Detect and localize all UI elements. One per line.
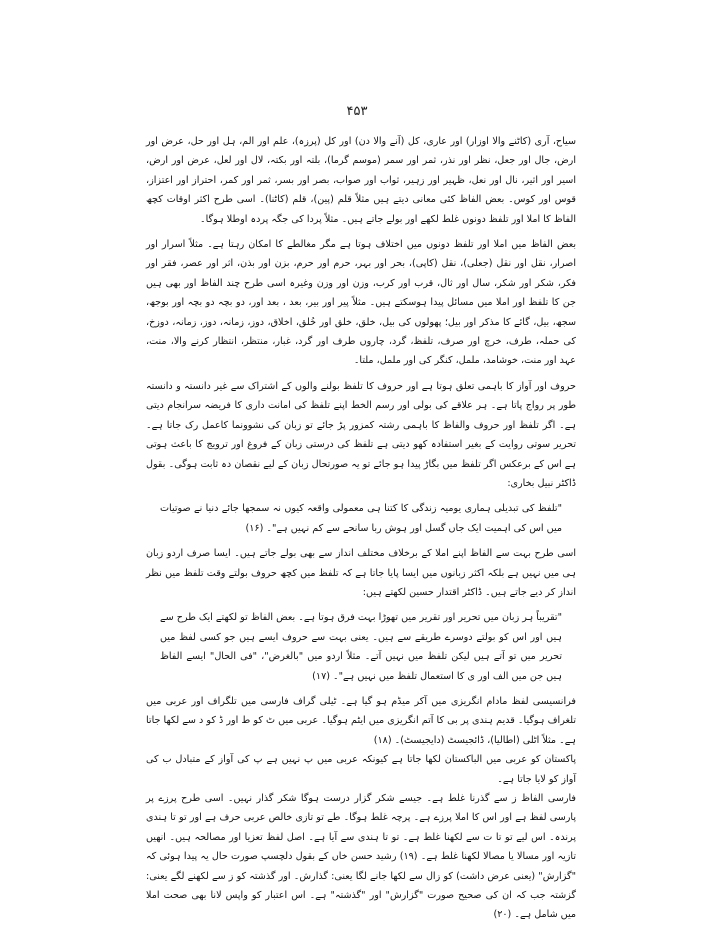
body-text xyxy=(146,132,576,925)
page-number: ۴۵۳ xyxy=(346,104,368,119)
block-quote-2: "تقریباً ہر زبان میں تحریر اور تقریر میں تھوڑا بہت فرق ہوتا ہے۔ بعض الفاظ تو لکھتے ایک طرح سے ہیں اور اس کو بولتے دوسرے طریقے سے ہیں۔ یعنی بہت سے حروف ایسے ہیں جو کسی لفظ میں تحریر میں تو آتے ہیں لیکن تلفظ میں نہیں آتے۔ مثلاً اردو میں "بالغرض"، "فی الحال" ایسے الفاظ ہیں جن میں الف اور ی کا استعمال تلفظ میں نہیں ہے"۔ (۱۷) xyxy=(160,612,562,682)
paragraph-7: فارسی الفاظ ز سے گذرنا غلط ہے۔ جیسے شکر گزار درست ہوگا شکر گذار نہیں۔ اسی طرح پرزے پر پارسی لفظ ہے اور اس کا املا پرزے ہے۔ پرچہ غلط ہوگا۔ طے تو تازی خالص عربی حرف ہے اور تو تا ہندی پرندہ۔ اس لیے تو تا ت سے لکھنا غلط ہے۔ تو تا ہندی سے آیا ہے۔ اصل لفظ تعزیا اور مصالحہ ہیں۔ انھیں تازیہ اور مسالا یا مصالا لکھنا غلط ہے۔ (۱۹) رشید حسن خاں کے بقول دلچسپ صورت حال یہ پیدا ہوئی کہ "گزارش" (یعنی عرض داشت) کو زال سے لکھا جانے لگا یعنی: گذارش۔ اور گذشتہ کو ز سے لکھنے لگے یعنی: گزشتہ جب کہ ان کی صحیح صورت "گزارش" اور "گذشتہ" ہے۔ اس اعتبار کو واپس لانا بھی صحت املا میں شامل ہے۔ (۲۰) xyxy=(146,793,576,921)
paragraph-1: سیاح، آری (کاٹنے والا اوزار) اور عاری، کل (آنے والا دن) اور کل (پرزہ)، علم اور الم، ہل اور حل، عرض اور ارض، جال اور جعل، نظر اور نذر، ثمر اور سمر (موسم گرما)، بلتہ اور بکتہ، لال اور لعل، عرض اور ارض، اسیر اور اثیر، نال اور نعل، ظہیر اور زہیر، ثواب اور صواب، بصر اور بسر، ثمر اور کمر، احتراز اور اعتزاز، قوس اور کوس۔ بعض الفاظ کئی معانی دیتے ہیں مثلاً قلم (پین)، قلم (کاٹنا)۔ اسی طرح اکثر اوقات کچھ الفاظ کا املا اور تلفظ دونوں غلط لکھے اور بولے جاتے ہیں۔ مثلاً پردا کی جگہ پردہ اوطلا ہوگا۔ xyxy=(146,136,576,225)
block-quote-1: "تلفظ کی تبدیلی ہماری یومیہ زندگی کا کتنا ہی معمولی واقعہ کیوں نہ سمجھا جائے دنیا نے صوتیات میں اس کی اہمیت ایک جاں گسل اور ہوش ربا سانحے سے کم نہیں ہے"۔ (۱۶) xyxy=(160,503,562,534)
paragraph-5: فرانسیسی لفظ مادام انگریزی میں آکر میڈم ہو گیا ہے۔ ٹیلی گراف فارسی میں تلگراف اور عربی میں تلغراف ہوگیا۔ قدیم ہندی پر بی کا آتم انگریزی میں ایٹم ہوگیا۔ عربی میں ٹ کو ط اور ڈ کو د سے لکھا جاتا ہے۔ مثلاً اٹلی (اطالیا)، ڈائجیسٹ (دایجیسٹ)۔ (۱۸) xyxy=(146,695,576,746)
paragraph-3: حروف اور آواز کا باہمی تعلق ہوتا ہے اور حروف کا تلفظ بولنے والوں کے اشتراک سے غیر دانستہ و دانستہ طور پر رواج پاتا ہے۔ ہر علاقے کی بولی اور رسم الخط اپنے تلفظ کی امانت داری کا فریضہ سرانجام دیتی ہے۔ اگر تلفظ اور حروف والفاظ کا باہمی رشتہ کمزور پڑ جائے تو زبان کی نشوونما کاعمل رک جاتا ہے۔ تحریر سوتی روایت کے بغیر استفادہ کھو دیتی ہے تلفظ کی درستی زبان کے فروغ اور ترویج کا باعث ہوتی ہے اس کے برعکس اگر تلفظ میں بگاڑ پیدا ہو جائے تو یہ صورتحال زبان کے لیے نقصان دہ ثابت ہوگی۔ بقول ڈاکٹر نبیل بخاری: xyxy=(146,380,576,489)
paragraph-6: پاکستان کو عربی میں الباکستان لکھا جاتا ہے کیونکہ عربی میں پ نہیں ہے پ کی آواز کے متبادل ب کی آواز کو لایا جاتا ہے۔ xyxy=(146,754,576,785)
paragraph-4: اسی طرح بہت سے الفاظ اپنے املا کے برخلاف مختلف انداز سے بھی بولے جاتے ہیں۔ ایسا صرف اردو زبان ہی میں نہیں ہے بلکہ اکثر زبانوں میں ایسا پایا جاتا ہے کہ تلفظ میں کچھ حروف بولتے وقت تلفظ میں نظر انداز کر دیے جاتے ہیں۔ ڈاکٹر اقتدار حسین لکھتے ہیں: xyxy=(146,548,576,598)
paragraph-2: بعض الفاظ میں املا اور تلفظ دونوں میں اختلاف ہوتا ہے مگر مغالطے کا امکان رہتا ہے۔ مثلاً اسرار اور اصرار، نقل اور نقل (جعلی)، نقل (کاپی)، بحر اور بہر، حرم اور حرم، بزن اور بذن، اثر اور عصر، فقر اور فکر، شکر اور شکر، سال اور ثال، قرب اور کرب، وزن اور وزن وغیرہ اسی طرح چند الفاظ اور بھی ہیں جن کا تلفظ اور املا میں مسائل پیدا ہوسکتے ہیں۔ مثلاً پیر اور بیر، بعد ، بعد اور، دو بچہ دو بچہ اور بوجھ، سجھ، بیل، گائے کا مذکر اور بیل؛ پھولوں کی بیل، خلق، خلق اور خُلق، اخلاق، دوز، زمانہ، دوز، زمانہ، دوزخ، کی حملہ، طرف، خرچ اور صرف، تلفظ، گرد، چاروں طرف اور گرد، غبار، منتظر، انتظار کرنے والا، منت، عہد اور منت، خوشامد، ململ، کنگر کی اور ململ، ملتا۔ xyxy=(146,239,576,367)
